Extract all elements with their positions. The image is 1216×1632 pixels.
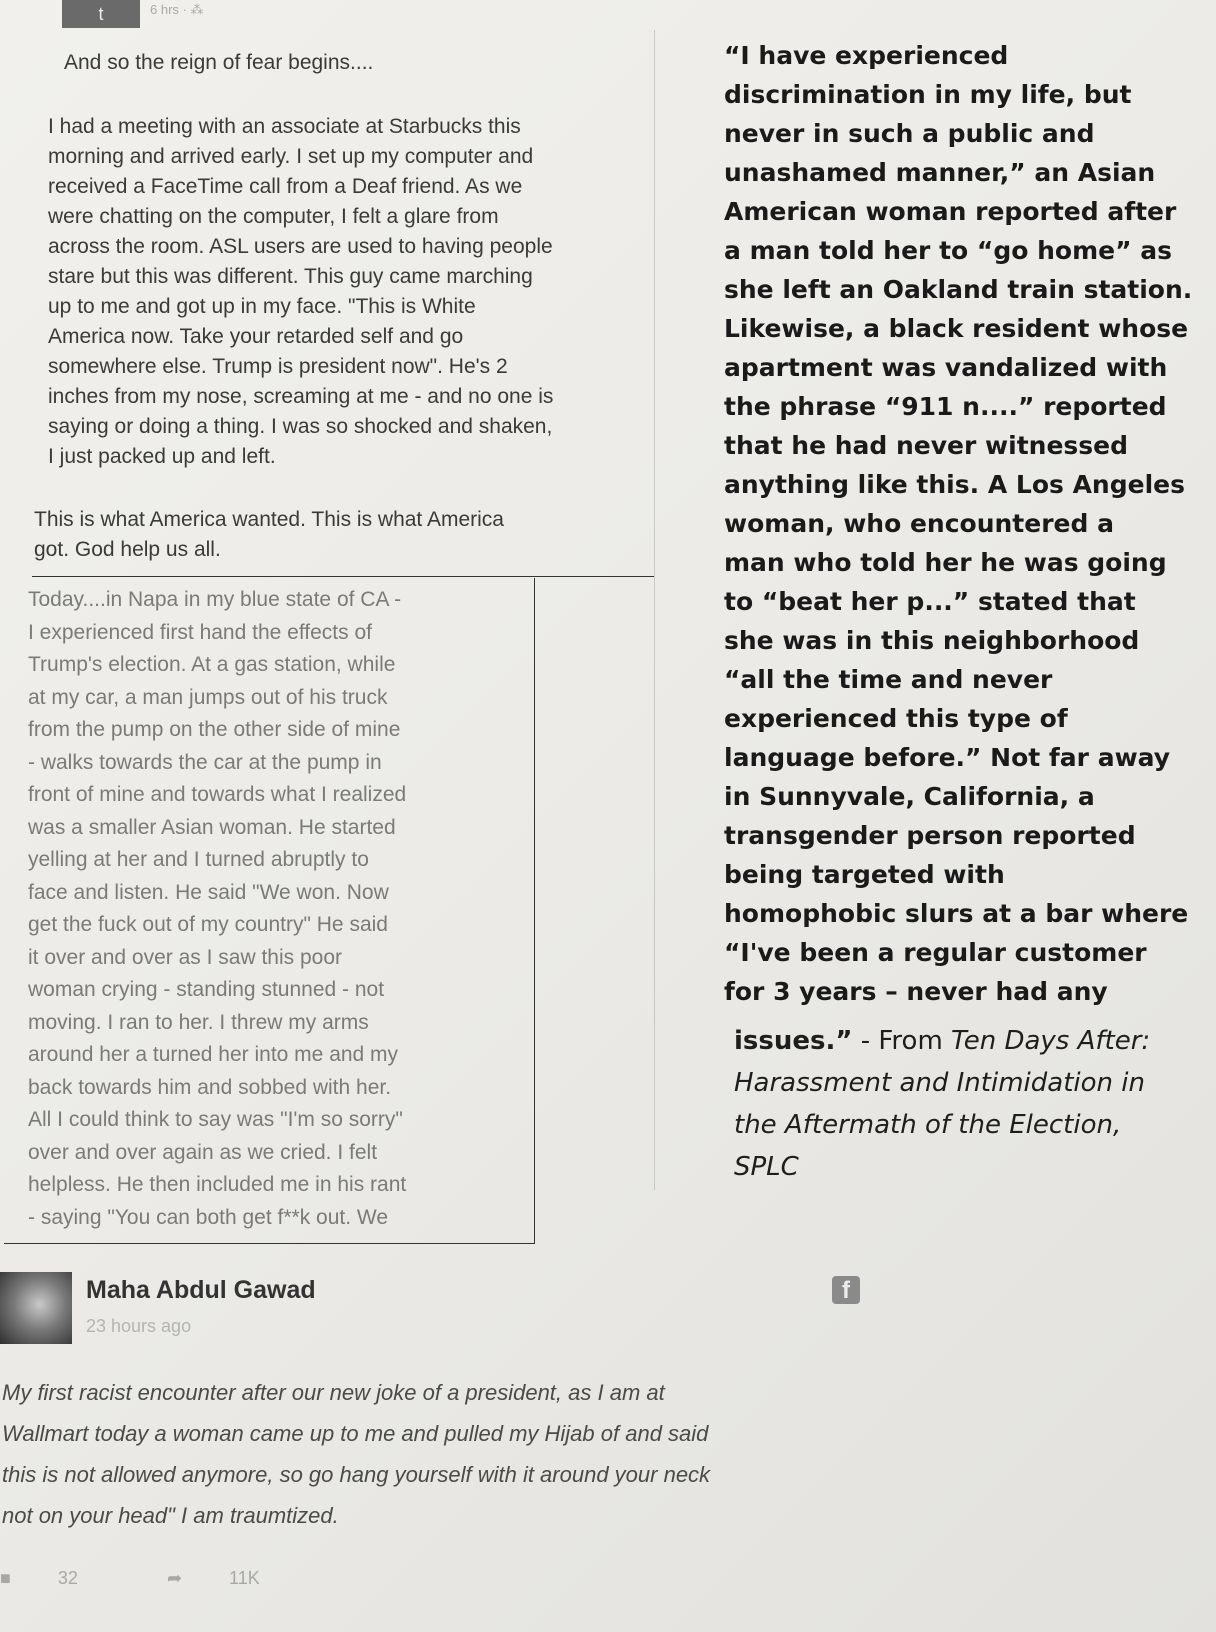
share-count-value: 11K — [229, 1568, 260, 1588]
quote-source — [734, 1020, 1204, 1188]
quote-line: she left an Oakland train station. — [724, 275, 1193, 304]
quote-line: American woman reported after — [724, 197, 1177, 226]
quote-line: for 3 years – never had any — [724, 977, 1108, 1006]
post2-line: - saying "You can both get f**k out. We — [28, 1205, 389, 1229]
quote-source-line: SPLC — [734, 1152, 799, 1182]
post2-line: it over and over as I saw this poor — [28, 945, 342, 969]
quote-line: being targeted with — [724, 860, 1005, 889]
post2-line: over and over again as we cried. I felt — [28, 1140, 378, 1164]
quote-line: anything like this. A Los Angeles — [724, 470, 1185, 499]
post2-line: helpless. He then included me in his rant — [28, 1173, 407, 1196]
post1-line: I just packed up and left. — [48, 445, 276, 468]
quote-last-line: issues.” — [734, 1026, 853, 1056]
post-separator — [32, 576, 654, 577]
post3-line: My first racist encounter after our new joke of a president, as I am at — [2, 1380, 665, 1405]
post2-line: at my car, a man jumps out of his truck — [28, 685, 388, 709]
post2-line: Today....in Napa in my blue state of CA - — [28, 588, 402, 611]
column-divider — [654, 30, 655, 1190]
post1-intro: And so the reign of fear begins.... — [64, 51, 374, 74]
quote-line: unashamed manner,” an Asian — [724, 158, 1156, 187]
post2-line: moving. I ran to her. I threw my arms — [28, 1010, 369, 1034]
like-count-value: 32 — [57, 1568, 78, 1588]
quote-source-prefix: - From — [852, 1026, 952, 1056]
post1-line: America now. Take your retarded self and go — [48, 325, 464, 348]
quote-line: in Sunnyvale, California, a — [724, 782, 1095, 811]
quote-block — [724, 36, 1212, 1011]
quote-line: “I have experienced — [724, 41, 1009, 70]
post2-body — [28, 584, 406, 1234]
author-name[interactable]: Maha Abdul Gawad — [86, 1276, 316, 1304]
quote-line: the phrase “911 n....” reported — [724, 392, 1167, 421]
quote-line: Likewise, a black resident whose — [724, 314, 1189, 343]
post2-line: face and listen. He said "We won. Now — [28, 880, 389, 904]
top-avatar — [62, 0, 140, 28]
post2-line: woman crying - standing stunned - not — [28, 978, 385, 1001]
post1-line: up to me and got up in my face. "This is White — [48, 295, 476, 318]
quote-source-title: Ten Days After: — [951, 1026, 1151, 1056]
quote-line: woman, who encountered a — [724, 509, 1114, 538]
post1-closing-line: This is what America wanted. This is what America — [34, 508, 504, 531]
post1-closing — [34, 505, 634, 565]
post-timestamp: 6 hrs · ⁂ — [150, 2, 204, 17]
quote-line: that he had never witnessed — [724, 431, 1129, 460]
post3-line: not on your head" I am traumtized. — [2, 1503, 339, 1528]
quote-line: man who told her he was going — [724, 548, 1167, 577]
like-count[interactable] — [0, 1568, 120, 1588]
reaction-stats — [0, 1568, 344, 1589]
post2-line: was a smaller Asian woman. He started — [28, 815, 396, 839]
post1-line: morning and arrived early. I set up my computer and — [48, 145, 534, 168]
post2-line: get the fuck out of my country" He said — [28, 913, 388, 936]
post1-line: across the room. ASL users are used to having people — [48, 235, 553, 258]
post1-line: were chatting on the computer, I felt a glare from — [48, 205, 499, 228]
post2-line: I experienced first hand the effects of — [28, 620, 372, 644]
post2-line: front of mine and towards what I realized — [28, 783, 407, 806]
quote-line: experienced this type of — [724, 704, 1068, 733]
post2-line: yelling at her and I turned abruptly to — [28, 848, 369, 871]
top-avatar-letter: t — [98, 4, 104, 24]
post1-line: stare but this was different. This guy came marching — [48, 265, 533, 288]
quote-line: “I've been a regular customer — [724, 938, 1147, 967]
post3-line: this is not allowed anymore, so go hang yourself with it around your neck — [2, 1462, 711, 1487]
quote-line: transgender person reported — [724, 821, 1136, 850]
post3-line: Wallmart today a woman came up to me and pulled my Hijab of and said — [2, 1421, 709, 1446]
post2-box — [4, 578, 535, 1244]
post2-line: back towards him and sobbed with her. — [28, 1075, 392, 1099]
quote-source-line — [734, 1020, 1204, 1062]
author-avatar[interactable] — [0, 1272, 72, 1344]
post1-line: saying or doing a thing. I was so shocked and shaken, — [48, 415, 553, 438]
post3-body — [2, 1372, 862, 1536]
post1-line: somewhere else. Trump is president now". He's 2 — [48, 355, 508, 378]
quote-line: language before.” Not far away — [724, 743, 1171, 772]
facebook-icon[interactable]: f — [832, 1276, 860, 1304]
like-icon: ■ — [0, 1568, 11, 1588]
quote-source-line: the Aftermath of the Election, — [734, 1110, 1122, 1140]
post-time[interactable]: 23 hours ago — [86, 1316, 192, 1336]
post2-line: around her a turned her into me and my — [28, 1043, 399, 1066]
quote-line: she was in this neighborhood — [724, 626, 1140, 655]
quote-line: apartment was vandalized with — [724, 353, 1168, 382]
quote-line: never in such a public and — [724, 119, 1095, 148]
post2-line: Trump's election. At a gas station, while — [28, 653, 396, 676]
quote-line: discrimination in my life, but — [724, 80, 1132, 109]
quote-line: “all the time and never — [724, 665, 1053, 694]
quote-line: to “beat her p...” stated that — [724, 587, 1136, 616]
post1-line: I had a meeting with an associate at Starbucks this — [48, 115, 521, 138]
share-count[interactable] — [167, 1568, 302, 1588]
share-arrow-icon: ➦ — [166, 1568, 183, 1588]
quote-line: homophobic slurs at a bar where — [724, 899, 1189, 928]
post2-line: - walks towards the car at the pump in — [28, 750, 382, 774]
post1-closing-line: got. God help us all. — [34, 538, 221, 561]
post1-line: inches from my nose, screaming at me - and no one is — [48, 385, 554, 408]
post1-body — [48, 112, 648, 472]
quote-line: a man told her to “go home” as — [724, 236, 1172, 265]
post1-line: received a FaceTime call from a Deaf friend. As we — [48, 175, 523, 198]
quote-source-line: Harassment and Intimidation in — [734, 1068, 1145, 1098]
post2-line: All I could think to say was "I'm so sorry" — [28, 1108, 403, 1131]
post2-line: from the pump on the other side of mine — [28, 718, 401, 741]
